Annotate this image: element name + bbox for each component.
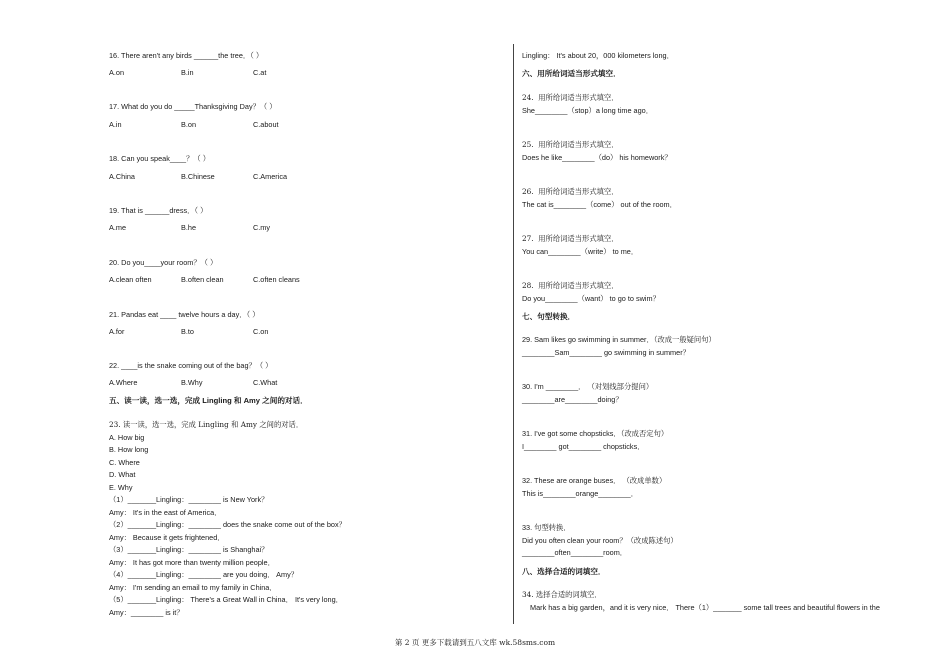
q28-instruction: 用所给词适当形式填空．: [538, 281, 619, 290]
q17-stem: 17. What do you do _____Thanksgiving Day？（ ）: [109, 102, 277, 111]
q26-number: 26.: [522, 187, 534, 196]
column-divider: [513, 44, 514, 624]
dialog-line: （2）_______Lingling：________ does the snake come out of the box？: [109, 520, 346, 529]
dialog-line: Amy： It's in the east of America．: [109, 508, 222, 517]
q20-stem: 20. Do you____your room？（ ）: [109, 258, 218, 267]
q23-option-e: E. Why: [109, 483, 133, 492]
q25-stem: [522, 140, 619, 150]
q18-option-a: A.China: [109, 172, 135, 181]
dialog-line: Amy： It has got more than twenty million people．: [109, 558, 275, 567]
q24-line: She________（stop）a long time ago．: [522, 106, 654, 115]
q25-line: Does he like________（do） his homework？: [522, 153, 672, 162]
q18-option-b: B.Chinese: [181, 172, 215, 181]
q19-stem: 19. That is ______dress．（ ）: [109, 206, 208, 215]
carry-over-line: Lingling： It's about 20，000 kilometers long．: [522, 51, 674, 60]
q28-stem: [522, 281, 619, 291]
q22-option-c: C.What: [253, 378, 278, 387]
q17-option-a: A.in: [109, 120, 122, 129]
q16-option-b: B.in: [181, 68, 194, 77]
dialog-line: Amy： I'm sending an email to my family in China．: [109, 583, 277, 592]
q33-stem: 33. 句型转换．: [522, 523, 571, 532]
q24-number: 24.: [522, 93, 534, 102]
q23-option-b: B. How long: [109, 445, 149, 454]
q16-option-c: C.at: [253, 68, 267, 77]
q18-option-c: C.America: [253, 172, 288, 181]
q20-option-b: B.often clean: [181, 275, 224, 284]
q25-instruction: 用所给词适当形式填空．: [538, 140, 619, 149]
q34-stem: 34. 选择合适的词填空．: [522, 590, 602, 599]
q27-number: 27.: [522, 234, 534, 243]
q30-stem: 30. I'm ________． （对划线部分提问）: [522, 382, 654, 391]
q24-instruction: 用所给词适当形式填空．: [538, 93, 619, 102]
q22-option-b: B.Why: [181, 378, 203, 387]
dialog-line: （1）_______Lingling：________ is New York？: [109, 495, 269, 504]
section-6-title: 六、用所给词适当形式填空．: [522, 69, 621, 78]
q16-stem: 16. There aren't any birds ______the tree．（ ）: [109, 51, 264, 60]
q23-option-a: A. How big: [109, 433, 145, 442]
section-7-title: 七、句型转换．: [522, 312, 576, 321]
q23-option-d: D. What: [109, 470, 136, 479]
q31-line: I________ got________ chopsticks．: [522, 442, 645, 451]
q21-option-a: A.for: [109, 327, 125, 336]
dialog-line: （3）_______Lingling：________ is Shanghai？: [109, 545, 269, 554]
q19-option-a: A.me: [109, 223, 127, 232]
page-footer: 第 2 页 更多下载请到五八文库 wk.58sms.com: [394, 638, 556, 647]
q28-line: Do you________（want） to go to swim？: [522, 294, 660, 303]
q27-line: You can________（write） to me．: [522, 247, 639, 256]
q33-answer-line: ________often________room．: [522, 548, 628, 557]
q31-stem: 31. I've got some chopsticks．（改成否定句）: [522, 429, 669, 438]
q16-option-a: A.on: [109, 68, 125, 77]
q32-line: This is________orange________．: [522, 489, 639, 498]
q18-stem: 18. Can you speak____？（ ）: [109, 154, 210, 163]
q30-line: ________are________doing？: [522, 395, 623, 404]
q29-stem: 29. Sam likes go swimming in summer．（改成一般疑问句）: [522, 335, 716, 344]
q32-stem: 32. These are orange buses． （改成单数）: [522, 476, 667, 485]
q26-stem: [522, 187, 619, 197]
q29-line: ________Sam________ go swimming in summer？: [522, 348, 690, 357]
q22-stem: 22. ____is the snake coming out of the bag？（ ）: [109, 361, 273, 370]
q26-instruction: 用所给词适当形式填空．: [538, 187, 619, 196]
dialog-line: Amy： Because it gets frightened．: [109, 533, 225, 542]
q25-number: 25.: [522, 140, 534, 149]
q33-line: Did you often clean your room？（改成陈述句）: [522, 536, 678, 545]
q26-line: The cat is________（come） out of the room．: [522, 200, 677, 209]
q21-stem: 21. Pandas eat ____ twelve hours a day．（ ）: [109, 310, 260, 319]
dialog-line: （5）_______Lingling： There's a Great Wall in China． It's very long．: [109, 595, 343, 604]
q17-option-c: C.about: [253, 120, 279, 129]
dialog-line: Amy：________ is it？: [109, 608, 184, 617]
section-8-title: 八、选择合适的词填空．: [522, 567, 606, 576]
q21-option-c: C.on: [253, 327, 269, 336]
section-5-title: 五、读一读，选一选，完成 Lingling 和 Amy 之间的对话．: [109, 396, 308, 405]
q27-instruction: 用所给词适当形式填空．: [538, 234, 619, 243]
q19-option-b: B.he: [181, 223, 197, 232]
q27-stem: [522, 234, 619, 244]
dialog-line: （4）_______Lingling：________ are you doing． Amy？: [109, 570, 299, 579]
q28-number: 28.: [522, 281, 534, 290]
q17-option-b: B.on: [181, 120, 197, 129]
q22-option-a: A.Where: [109, 378, 138, 387]
q23-stem: 23. 读一读，选一选，完成 Lingling 和 Amy 之间的对话．: [109, 420, 304, 429]
q23-option-c: C. Where: [109, 458, 140, 467]
q20-option-c: C.often cleans: [253, 275, 300, 284]
q34-passage-line: Mark has a big garden，and it is very nice． There（1）_______ some tall trees and beautiful flowers in the: [530, 603, 880, 612]
q20-option-a: A.clean often: [109, 275, 152, 284]
q24-stem: [522, 93, 619, 103]
q21-option-b: B.to: [181, 327, 194, 336]
q19-option-c: C.my: [253, 223, 271, 232]
